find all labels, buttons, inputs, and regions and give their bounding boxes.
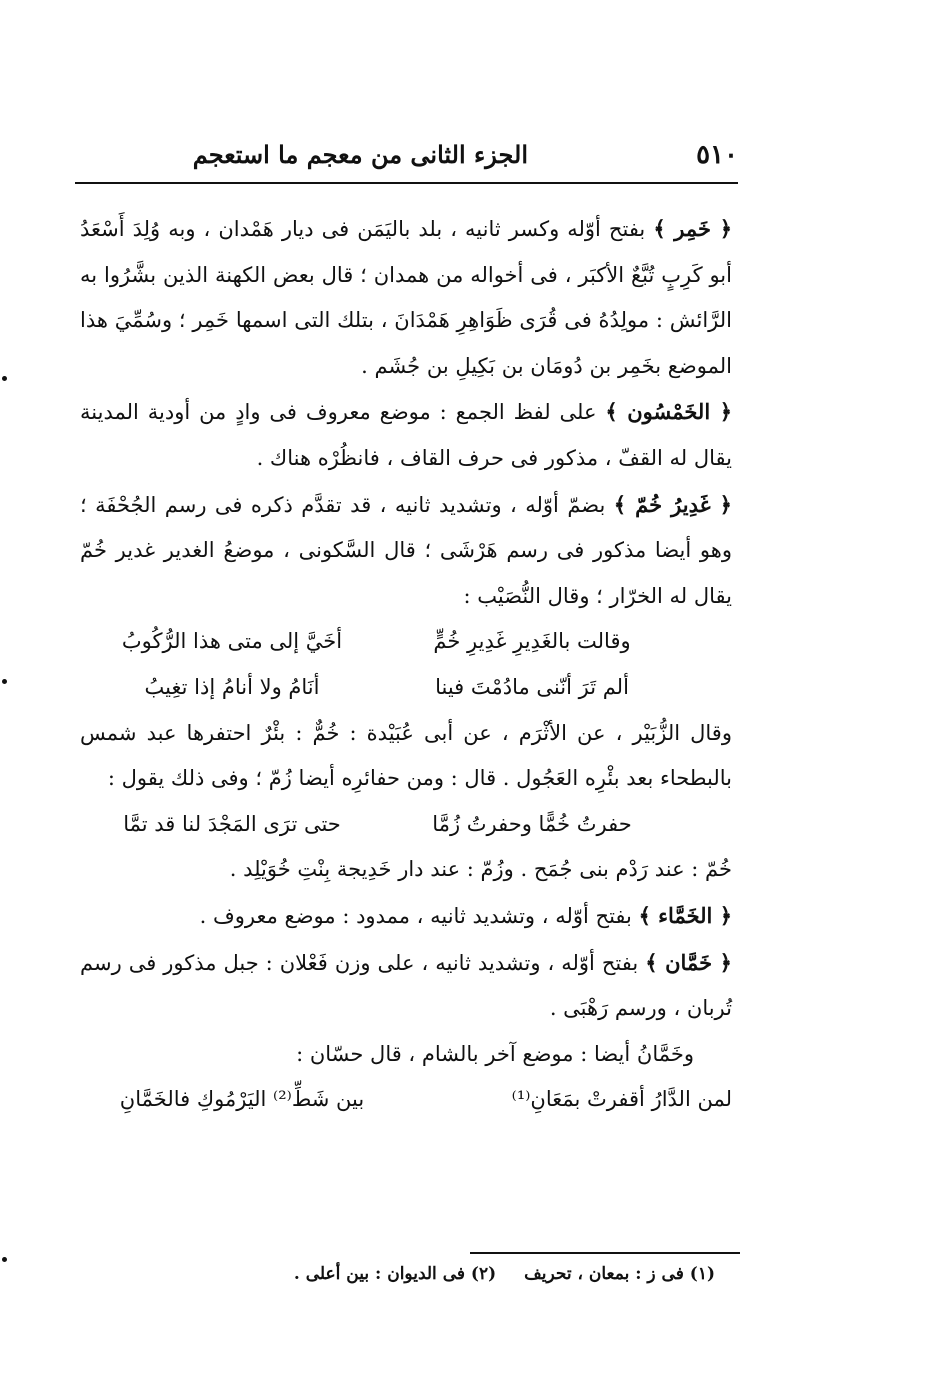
hemistich-second: حتى ترَى المَجْدَ لنا قد تمَّا xyxy=(123,811,341,836)
hemistich-first: وقالت بالغَدِيرِ غَدِيرِ خُمٍّ xyxy=(433,629,631,654)
verse-line xyxy=(80,802,732,848)
header-rule xyxy=(75,182,738,184)
hemistich-second: أخَيَّ إلى متى هذا الرُّكُوبُ xyxy=(121,629,343,654)
running-title: الجزء الثانى من معجم ما استعجم xyxy=(192,140,528,169)
hemistich-second: بين شَطِّ⁽²⁾ اليَرْمُوكِ فالخَمَّانِ xyxy=(119,1087,365,1112)
headword: ﴿ الخَمْسُون ﴾ xyxy=(605,399,733,425)
entry-text: بفتح أوّله ، وتشديد ثانيه ، على وزن فَعْلان : جبل مذكور فى رسم تُربان ، ورسم رَهْبَى . xyxy=(80,950,732,1021)
headword: ﴿ خَمَّان ﴾ xyxy=(645,949,732,975)
entry-ghadir-khumm xyxy=(80,482,732,620)
hemistich-first: لمن الدَّارُ أقفرتْ بمَعَانِ⁽¹⁾ xyxy=(511,1087,732,1112)
entry-khamman xyxy=(80,940,732,1032)
verse-line xyxy=(80,665,732,711)
entry-al-khamsun xyxy=(80,389,732,481)
entry-khamir xyxy=(80,206,732,389)
entry-text: بضمّ أوّله ، وتشديد ثانيه ، قد تقدَّم ذكره فى رسم الجُحْفَة ؛ وهو أيضا مذكور فى رسم هَرْشَى ؛ قال السَّكونى ، موضعُ الغدير غدير خُمّ يقال له الخرّار ؛ وقال النُّصَيْب : xyxy=(80,492,732,608)
paragraph-zubayr: وقال الزُّبَيْر ، عن الأثْرَم ، عن أبى عُبَيْدة : خُمٌّ : بئْرٌ احتفرها عبد شمس بالبطحاء بعد بئْرِه العَجُول . قال : ومن حفائرِه أيضا زُمّ ؛ وفى ذلك يقول : xyxy=(80,720,732,791)
headword: ﴿ غَدِيرُ خُمّ ﴾ xyxy=(613,491,732,517)
footnotes xyxy=(245,1264,715,1284)
hemistich-first: ألم تَرَ أنّنى مادُمْتَ فينا xyxy=(435,674,629,699)
footnote-rule xyxy=(470,1252,740,1254)
paragraph-khamman-sham: وخَمَّانُ أيضا : موضع آخر بالشام ، قال حسّان : xyxy=(296,1041,694,1066)
running-header xyxy=(75,138,738,182)
footnote-1: (١) فى ز : بمعان ، تحريف xyxy=(524,1264,715,1284)
main-text xyxy=(80,206,732,1123)
margin-speck xyxy=(2,1257,7,1262)
headword: ﴿ خَمِر ﴾ xyxy=(653,216,732,241)
headword: ﴿ الخَمَّاء ﴾ xyxy=(638,902,732,928)
hemistich-second: أنَامُ ولا أنامُ إذا تغِيبُ xyxy=(144,674,320,699)
entry-text: على لفظ الجمع : موضع معروف فى وادٍ من أودية المدينة يقال له القفّ ، مذكور فى حرف القاف ، فانظُرْه هناك . xyxy=(80,400,732,470)
margin-speck xyxy=(2,376,7,381)
entry-text: بفتح أوّله ، وتشديد ثانيه ، ممدود : موضع معروف . xyxy=(199,903,639,928)
page-number: ٥١٠ xyxy=(696,140,738,170)
margin-speck xyxy=(2,679,7,684)
footnote-2: (٢) فى الديوان : بين أعلى . xyxy=(293,1264,497,1284)
paragraph-khumm-zumm: خُمّ : عند رَدْم بنى جُمَح . وزُمّ : عند دار خَدِيجة بِنْتِ خُوَيْلِد . xyxy=(229,857,732,882)
entry-al-khamma xyxy=(80,893,732,940)
hemistich-first: حفرتُ خُمًّا وحفرتُ زُمَّا xyxy=(432,811,632,836)
verse-line xyxy=(80,1077,732,1123)
entry-text: بفتح أوّله وكسر ثانيه ، بلد باليَمَن فى ديار هَمْدان ، وبه وُلِدَ أَسْعَدُ أبو كَرِبٍ تُبَّعٌ الأكبَر ، فى أخواله من همدان ؛ قال بعض الكهنة الذين بشَّرُوا به الرَّائش : مولِدُهُ فى قُرَى ظَوَاهِرِ هَمْدَانَ ، بتلك التى اسمها خَمِر ؛ وسُمِّيَ هذا الموضع بخَمِر بن دُومَان بن بَكِيلِ بن جُشَم . xyxy=(80,217,732,378)
verse-line xyxy=(80,619,732,665)
